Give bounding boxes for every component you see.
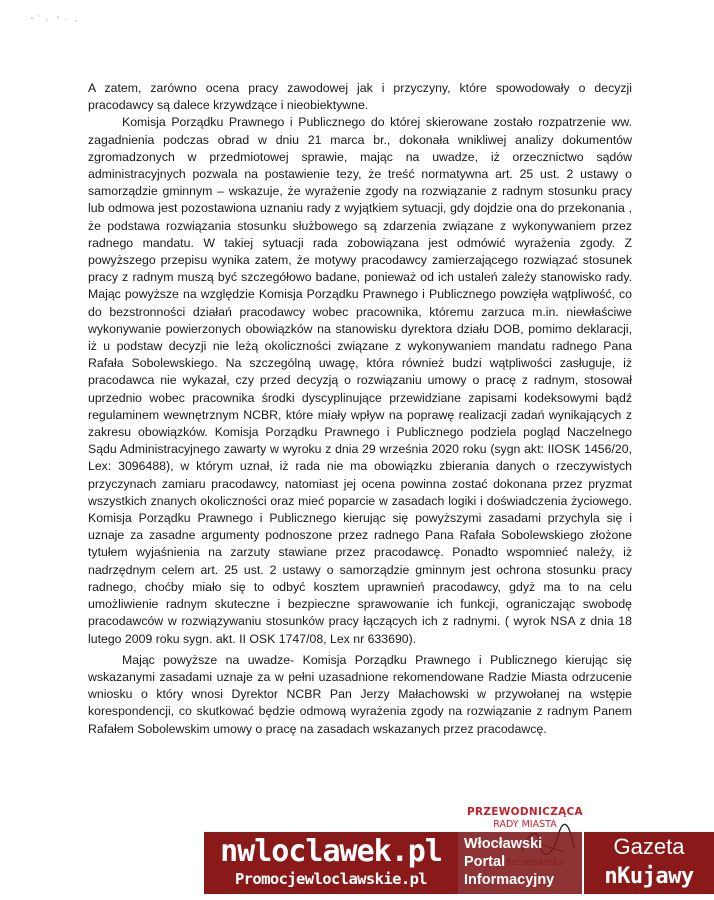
stamp-subtitle: RADY MIASTA [493, 819, 557, 830]
gazeta-name: nKujawy [604, 864, 694, 889]
watermark-sub: Promocjewloclawskie.pl [234, 870, 428, 888]
paragraph-conclusion: Mając powyższe na uwadze- Komisja Porządku Prawnego i Publicznego kierując się wskazanymi zasadami uznaje za w pełni uzasadnione rekomendowane Radzie Miasta odrzucenie wniosku o który wnosi Dyrektor NCBR Pan Jerzy Małachowski w przywołanej na wstępie korespondencji, co skutkować będzie odmową wyrażenia zgody na rozwiązanie z radnym Panem Rafałem Sobolewskim umowy o pracę na zasadach wskazanych przez pracodawcę. [88, 652, 632, 736]
stamp-title: PRZEWODNICZĄCA [467, 806, 583, 818]
watermark-portal [458, 832, 582, 894]
watermark-brand [204, 832, 458, 894]
paragraph-commission-analysis: Komisja Porządku Prawnego i Publicznego do której skierowane zostało rozpatrzenie ww. zagadnienia podczas obrad w dniu 21 marca br., dokonała wnikliwej analizy dokumentów zgromadzonych w przedmiotowej sprawie, mając na uwadze, iż orzecznictwo sądów administracyjnych pozwala na postawienie tezy, że treść normatywna art. 25 ust. 2 ustawy o samorządzie gminnym – wskazuje, że wyrażenie zgody na rozwiązanie z radnym stosunku pracy lub odmowa jest pozostawiona uznaniu rady z wyjątkiem sytuacji, gdy dojdzie ona do przekonania , że podstawa rozwiązania stosunku służbowego są zdarzenia związane z wykonywaniem przez radnego mandatu. W takiej sytuacji rada zobowiązana jest odmówić wyrażenia zgody. Z powyższego przepisu wynika zatem, że motywy pracodawcy zamierzającego rozwiązać stosunek pracy z radnym muszą być szczegółowo badane, ponieważ od ich ustaleń zależy stanowisko rady. Mając powyższe na względzie Komisja Porządku Prawnego i Publicznego powzięła wątpliwość, co do bezstronności działań pracodawcy wobec pracownika, któremu zarzuca m.in. niewłaściwe wykonywanie powierzonych obowiązków na stanowisku dyrektora działu DOB, pomimo deklaracji, iż u podstaw decyzji nie leżą okoliczności związane z wykonywaniem mandatu radnego Pana Rafała Sobolewskiego. Na szczególną uwagę, która również budzi wątpliwości zasługuje, iż pracodawca nie wykazał, czy przed decyzją o rozwiązaniu umowy o pracę z radnym, stosował uprzednio wobec pracownika środki dyscyplinujące przewidziane zapisami kodeksowymi bądź regulaminem wewnętrznym NCBR, które miały wpływ na poprawę realizacji zadań wynikających z zakresu obowiązków. Komisja Porządku Prawnego i Publicznego podziela pogląd Naczelnego Sądu Administracyjnego zawarty w wyroku z dnia 29 września 2020 roku (sygn akt: IIOSK 1456/20, Lex: 3096488), w którym uznał, iż rada nie ma obowiązku zbierania danych o rzeczywistych przyczynach zamiaru pracodawcy, natomiast jej ocena powinna zostać dokonana przez pryzmat wszystkich znanych okoliczności oraz mieć poparcie w zasadach logiki i doświadczenia życiowego. Komisja Porządku Prawnego i Publicznego kierując się powyższymi zasadami przychyla się i uznaje za zasadne argumenty podnoszone przez radnego Pana Rafała Sobolewskiego złożone tytułem wyjaśnienia na zarzuty stawiane przez pracodawcę. Ponadto wspomnieć należy, iż nadrzędnym celem art. 25 ust. 2 ustawy o samorządzie gminnym jest ochrona stosunku pracy radnego, choćby miało się to odbyć kosztem uprawnień pracodawcy, gdyż ma to na celu umożliwienie radnym skuteczne i bezpieczne sprawowanie ich funkcji, ograniczając swobodę pracodawców w rozwiązywaniu stosunków pracy łączących ich z radnymi. ( wyrok NSA z dnia 18 lutego 2009 roku sygn. akt. II OSK 1747/08, Lex nr 633690). [88, 115, 632, 646]
gazeta-title: Gazeta [613, 834, 685, 859]
portal-line-1: Włocławski [464, 836, 543, 852]
scan-specks [28, 12, 88, 26]
watermark-main: nwloclawek.pl [220, 834, 442, 869]
watermark-gazeta [584, 832, 714, 894]
portal-line-2: Portal [464, 854, 506, 870]
letter-body [88, 80, 632, 738]
paragraph-intro: A zatem, zarówno ocena pracy zawodowej jak i przyczyny, które spowodowały o decyzji pracodawcy są dalece krzywdzące i nieobiektywne. [88, 81, 632, 113]
portal-line-3: Informacyjny [464, 872, 555, 888]
